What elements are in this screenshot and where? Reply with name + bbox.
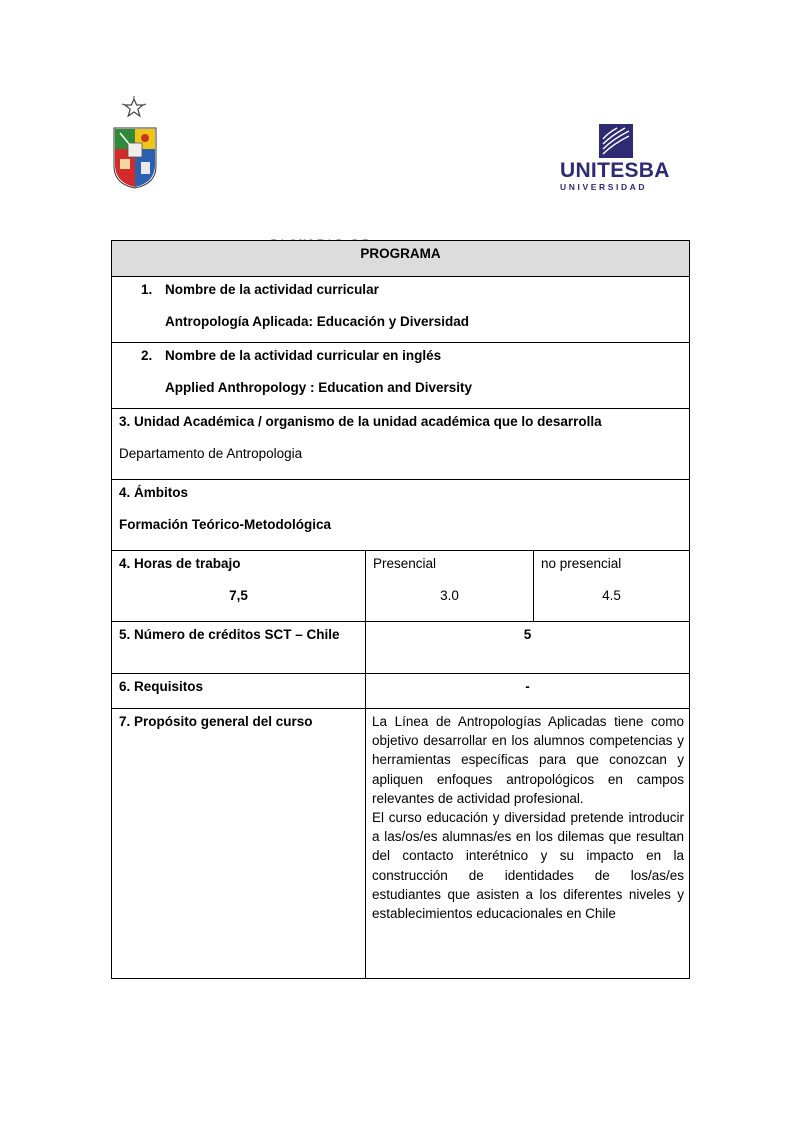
requisitos-value-cell	[366, 674, 690, 709]
row-ambitos	[112, 480, 690, 551]
horas-total: 7,5	[229, 588, 248, 603]
item4-label: 4. Ámbitos	[119, 485, 189, 500]
requisitos-label: 6. Requisitos	[119, 679, 204, 694]
item2-number: 2.	[141, 348, 153, 363]
item2-label: Nombre de la actividad curricular en inglés	[165, 348, 442, 363]
presencial-cell	[366, 551, 534, 622]
presencial-label: Presencial	[373, 556, 437, 571]
item4-value: Formación Teórico-Metodológica	[119, 517, 332, 532]
creditos-value: 5	[523, 627, 532, 642]
presencial-value: 3.0	[440, 588, 459, 603]
requisitos-value: -	[525, 679, 530, 694]
horas-label: 4. Horas de trabajo	[119, 556, 241, 571]
item2-value: Applied Anthropology : Education and Diversity	[165, 380, 473, 395]
item1-label: Nombre de la actividad curricular	[165, 282, 379, 297]
horas-label-cell	[112, 551, 366, 622]
table-header	[112, 241, 690, 277]
unitesba-subtitle: UNIVERSIDAD	[560, 182, 648, 192]
university-coat-of-arms-icon	[108, 96, 178, 192]
row-activity-name-english	[112, 343, 690, 409]
creditos-label: 5. Número de créditos SCT – Chile	[119, 627, 340, 642]
no-presencial-cell	[534, 551, 690, 622]
facultad-logo	[108, 96, 298, 192]
item1-number: 1.	[141, 282, 153, 297]
proposito-label: 7. Propósito general del curso	[119, 714, 313, 729]
item1-value: Antropología Aplicada: Educación y Diversidad	[165, 314, 470, 329]
item3-value: Departamento de Antropologia	[119, 446, 303, 461]
no-presencial-value: 4.5	[602, 588, 621, 603]
unitesba-name: UNITESBA	[560, 159, 670, 182]
program-table	[111, 240, 690, 979]
row-activity-name	[112, 277, 690, 343]
proposito-paragraph-2: El curso educación y diversidad pretende introducir a las/os/es alumnas/es en los dilemas que resultan del contacto interétnico y su impacto en la construcción de identidades de los/as/es estudiantes que asisten a los diferentes niveles y establecimientos educacionales en Chile	[372, 810, 685, 922]
proposito-label-cell	[112, 709, 366, 979]
item3-label: 3. Unidad Académica / organismo de la unidad académica que lo desarrolla	[119, 414, 602, 429]
creditos-label-cell	[112, 622, 366, 674]
unitesba-emblem-icon	[599, 124, 633, 158]
unitesba-wordmark	[560, 161, 670, 193]
proposito-paragraph-1: La Línea de Antropologías Aplicadas tiene como objetivo desarrollar en los alumnos competencias y herramientas específicas para que conozcan y apliquen enfoques antropológicos en campos relevantes de actividad profesional.	[372, 714, 685, 806]
no-presencial-label: no presencial	[541, 556, 622, 571]
proposito-value-cell	[366, 709, 690, 979]
row-academic-unit	[112, 409, 690, 480]
table-header-title: PROGRAMA	[360, 246, 441, 261]
creditos-value-cell	[366, 622, 690, 674]
requisitos-label-cell	[112, 674, 366, 709]
